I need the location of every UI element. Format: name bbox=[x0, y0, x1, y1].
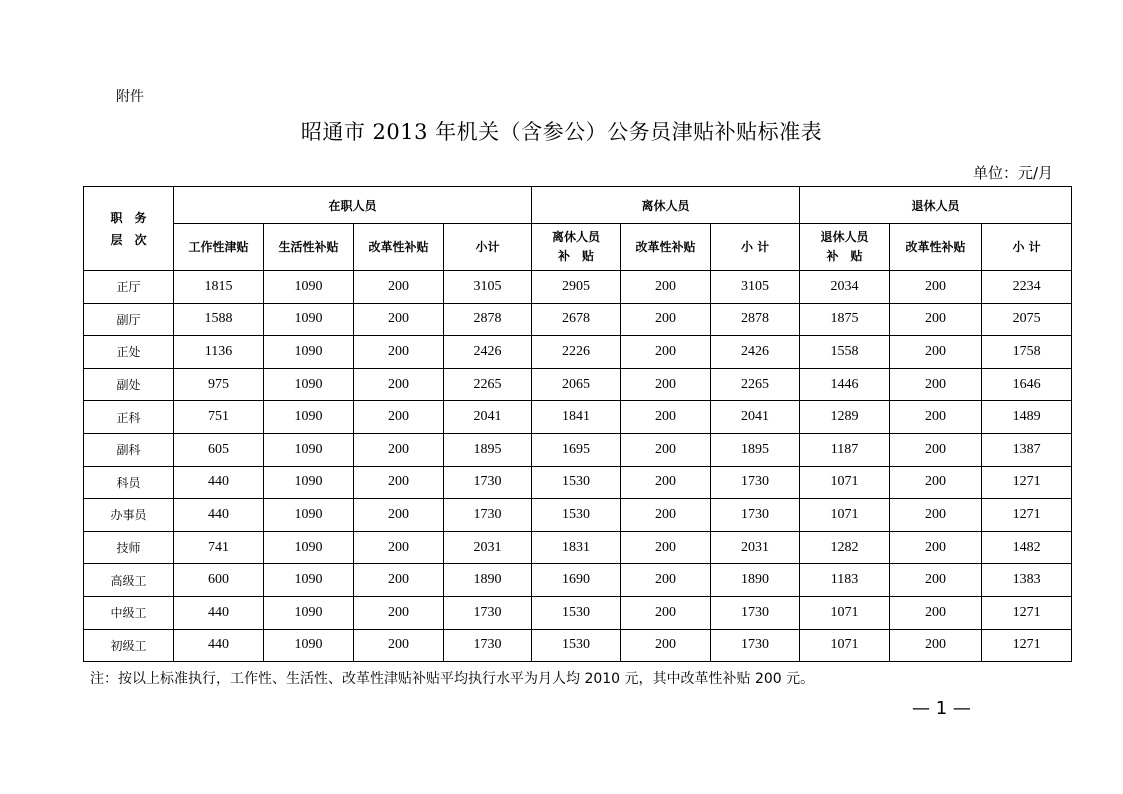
value-cell: 1690 bbox=[532, 564, 621, 597]
group-header-retired-cadres: 离休人员 bbox=[532, 187, 800, 224]
table-row bbox=[84, 596, 1072, 629]
column-header-line: 改革性补贴 bbox=[368, 239, 429, 254]
value-cell: 200 bbox=[354, 596, 444, 629]
value-cell: 741 bbox=[174, 531, 264, 564]
column-header-line: 生活性补贴 bbox=[278, 239, 339, 254]
value-cell: 200 bbox=[354, 499, 444, 532]
value-cell: 1090 bbox=[264, 368, 354, 401]
value-cell: 200 bbox=[621, 629, 711, 662]
value-cell: 751 bbox=[174, 401, 264, 434]
value-cell: 1530 bbox=[532, 596, 621, 629]
value-cell: 200 bbox=[890, 629, 982, 662]
rank-cell: 正处 bbox=[84, 336, 174, 369]
value-cell: 1271 bbox=[982, 499, 1072, 532]
table-row bbox=[84, 401, 1072, 434]
value-cell: 200 bbox=[621, 564, 711, 597]
value-cell: 200 bbox=[890, 433, 982, 466]
table-row bbox=[84, 629, 1072, 662]
value-cell: 1071 bbox=[800, 629, 890, 662]
rank-header bbox=[84, 187, 174, 271]
value-cell: 200 bbox=[621, 336, 711, 369]
value-cell: 1646 bbox=[982, 368, 1072, 401]
value-cell: 1730 bbox=[444, 499, 532, 532]
value-cell: 1090 bbox=[264, 303, 354, 336]
value-cell: 2265 bbox=[711, 368, 800, 401]
page-number: — 1 — bbox=[912, 698, 971, 719]
value-cell: 1187 bbox=[800, 433, 890, 466]
rank-cell: 正科 bbox=[84, 401, 174, 434]
value-cell: 1482 bbox=[982, 531, 1072, 564]
table-row bbox=[84, 368, 1072, 401]
table-row bbox=[84, 466, 1072, 499]
value-cell: 1090 bbox=[264, 531, 354, 564]
value-cell: 1730 bbox=[711, 596, 800, 629]
value-cell: 1271 bbox=[982, 596, 1072, 629]
value-cell: 1530 bbox=[532, 499, 621, 532]
value-cell: 1090 bbox=[264, 336, 354, 369]
value-cell: 1071 bbox=[800, 499, 890, 532]
unit-label: 单位：元/月 bbox=[973, 164, 1054, 182]
value-cell: 2075 bbox=[982, 303, 1072, 336]
value-cell: 200 bbox=[890, 401, 982, 434]
value-cell: 605 bbox=[174, 433, 264, 466]
column-header bbox=[890, 224, 982, 271]
value-cell: 200 bbox=[890, 271, 982, 304]
column-header bbox=[800, 224, 890, 271]
value-cell: 200 bbox=[621, 368, 711, 401]
column-header-line: 工作性津贴 bbox=[188, 239, 249, 254]
value-cell: 200 bbox=[354, 433, 444, 466]
value-cell: 1695 bbox=[532, 433, 621, 466]
column-header bbox=[174, 224, 264, 271]
value-cell: 1446 bbox=[800, 368, 890, 401]
rank-cell: 科员 bbox=[84, 466, 174, 499]
value-cell: 440 bbox=[174, 499, 264, 532]
value-cell: 2878 bbox=[711, 303, 800, 336]
column-header-line: 小 计 bbox=[740, 239, 770, 254]
value-cell: 200 bbox=[621, 499, 711, 532]
value-cell: 600 bbox=[174, 564, 264, 597]
value-cell: 1530 bbox=[532, 629, 621, 662]
value-cell: 1730 bbox=[711, 466, 800, 499]
rank-cell: 中级工 bbox=[84, 596, 174, 629]
value-cell: 200 bbox=[890, 303, 982, 336]
value-cell: 1730 bbox=[444, 596, 532, 629]
value-cell: 2878 bbox=[444, 303, 532, 336]
column-header-line: 改革性补贴 bbox=[635, 239, 696, 254]
rank-cell: 副科 bbox=[84, 433, 174, 466]
value-cell: 1071 bbox=[800, 466, 890, 499]
value-cell: 1758 bbox=[982, 336, 1072, 369]
column-header-line: 小 计 bbox=[1012, 239, 1041, 254]
group-header-in-service: 在职人员 bbox=[174, 187, 532, 224]
value-cell: 1730 bbox=[711, 629, 800, 662]
value-cell: 2226 bbox=[532, 336, 621, 369]
value-cell: 200 bbox=[890, 596, 982, 629]
column-header-line: 离休人员 bbox=[552, 230, 601, 244]
value-cell: 2034 bbox=[800, 271, 890, 304]
subheader-row bbox=[84, 224, 1072, 271]
value-cell: 200 bbox=[354, 271, 444, 304]
column-header-line: 补 贴 bbox=[558, 249, 595, 263]
group-header-retired: 退休人员 bbox=[800, 187, 1072, 224]
footnote: 注：按以上标准执行，工作性、生活性、改革性津贴补贴平均执行水平为月人均 2010 元，其中改革性补贴 200 元。 bbox=[90, 671, 815, 687]
value-cell: 200 bbox=[354, 466, 444, 499]
value-cell: 1890 bbox=[444, 564, 532, 597]
value-cell: 2041 bbox=[711, 401, 800, 434]
value-cell: 1387 bbox=[982, 433, 1072, 466]
value-cell: 200 bbox=[354, 401, 444, 434]
column-header bbox=[711, 224, 800, 271]
value-cell: 1489 bbox=[982, 401, 1072, 434]
value-cell: 1090 bbox=[264, 629, 354, 662]
value-cell: 1071 bbox=[800, 596, 890, 629]
value-cell: 200 bbox=[621, 271, 711, 304]
value-cell: 3105 bbox=[444, 271, 532, 304]
attachment-label: 附件 bbox=[116, 89, 144, 105]
value-cell: 1090 bbox=[264, 466, 354, 499]
column-header-line: 小计 bbox=[475, 239, 500, 254]
value-cell: 1890 bbox=[711, 564, 800, 597]
value-cell: 2031 bbox=[711, 531, 800, 564]
rank-cell: 高级工 bbox=[84, 564, 174, 597]
value-cell: 1895 bbox=[711, 433, 800, 466]
value-cell: 1895 bbox=[444, 433, 532, 466]
table-row bbox=[84, 433, 1072, 466]
column-header-line: 改革性补贴 bbox=[905, 239, 966, 254]
column-header bbox=[621, 224, 711, 271]
value-cell: 1090 bbox=[264, 564, 354, 597]
value-cell: 200 bbox=[621, 433, 711, 466]
value-cell: 2031 bbox=[444, 531, 532, 564]
value-cell: 1090 bbox=[264, 401, 354, 434]
table-row bbox=[84, 271, 1072, 304]
value-cell: 1289 bbox=[800, 401, 890, 434]
value-cell: 1558 bbox=[800, 336, 890, 369]
value-cell: 2041 bbox=[444, 401, 532, 434]
value-cell: 200 bbox=[890, 531, 982, 564]
value-cell: 1383 bbox=[982, 564, 1072, 597]
value-cell: 1730 bbox=[711, 499, 800, 532]
value-cell: 200 bbox=[621, 303, 711, 336]
column-header-line: 补 贴 bbox=[826, 249, 863, 263]
rank-cell: 副厅 bbox=[84, 303, 174, 336]
column-header bbox=[444, 224, 532, 271]
table-row bbox=[84, 564, 1072, 597]
value-cell: 200 bbox=[890, 466, 982, 499]
table-body bbox=[84, 271, 1072, 662]
value-cell: 975 bbox=[174, 368, 264, 401]
value-cell: 1588 bbox=[174, 303, 264, 336]
value-cell: 200 bbox=[890, 336, 982, 369]
value-cell: 440 bbox=[174, 596, 264, 629]
column-header bbox=[354, 224, 444, 271]
table-row bbox=[84, 303, 1072, 336]
value-cell: 2678 bbox=[532, 303, 621, 336]
value-cell: 200 bbox=[621, 596, 711, 629]
value-cell: 1136 bbox=[174, 336, 264, 369]
value-cell: 1841 bbox=[532, 401, 621, 434]
value-cell: 440 bbox=[174, 629, 264, 662]
value-cell: 1875 bbox=[800, 303, 890, 336]
rank-cell: 副处 bbox=[84, 368, 174, 401]
column-header bbox=[982, 224, 1072, 271]
value-cell: 1183 bbox=[800, 564, 890, 597]
value-cell: 200 bbox=[890, 499, 982, 532]
value-cell: 1730 bbox=[444, 466, 532, 499]
value-cell: 200 bbox=[890, 564, 982, 597]
value-cell: 2065 bbox=[532, 368, 621, 401]
value-cell: 1815 bbox=[174, 271, 264, 304]
value-cell: 3105 bbox=[711, 271, 800, 304]
value-cell: 1271 bbox=[982, 466, 1072, 499]
value-cell: 2426 bbox=[444, 336, 532, 369]
allowance-standards-table bbox=[83, 186, 1072, 662]
value-cell: 1090 bbox=[264, 433, 354, 466]
document-title: 昭通市 2013 年机关（含参公）公务员津贴补贴标准表 bbox=[300, 120, 823, 144]
value-cell: 2905 bbox=[532, 271, 621, 304]
value-cell: 200 bbox=[354, 564, 444, 597]
value-cell: 200 bbox=[621, 466, 711, 499]
table-row bbox=[84, 531, 1072, 564]
value-cell: 200 bbox=[354, 531, 444, 564]
value-cell: 200 bbox=[354, 368, 444, 401]
table-row bbox=[84, 336, 1072, 369]
value-cell: 200 bbox=[890, 368, 982, 401]
rank-cell: 办事员 bbox=[84, 499, 174, 532]
table-row bbox=[84, 499, 1072, 532]
value-cell: 1282 bbox=[800, 531, 890, 564]
value-cell: 200 bbox=[354, 336, 444, 369]
value-cell: 1831 bbox=[532, 531, 621, 564]
value-cell: 200 bbox=[354, 303, 444, 336]
rank-cell: 初级工 bbox=[84, 629, 174, 662]
rank-cell: 正厅 bbox=[84, 271, 174, 304]
value-cell: 2426 bbox=[711, 336, 800, 369]
value-cell: 2234 bbox=[982, 271, 1072, 304]
value-cell: 200 bbox=[621, 401, 711, 434]
column-header bbox=[264, 224, 354, 271]
value-cell: 1090 bbox=[264, 271, 354, 304]
value-cell: 1271 bbox=[982, 629, 1072, 662]
value-cell: 1090 bbox=[264, 596, 354, 629]
rank-cell: 技师 bbox=[84, 531, 174, 564]
value-cell: 1090 bbox=[264, 499, 354, 532]
value-cell: 200 bbox=[354, 629, 444, 662]
column-header bbox=[532, 224, 621, 271]
value-cell: 2265 bbox=[444, 368, 532, 401]
rank-header-line1: 职 务 bbox=[110, 210, 147, 225]
value-cell: 1730 bbox=[444, 629, 532, 662]
column-header-line: 退休人员 bbox=[820, 230, 869, 244]
value-cell: 200 bbox=[621, 531, 711, 564]
rank-header-line2: 层 次 bbox=[110, 232, 147, 247]
value-cell: 1530 bbox=[532, 466, 621, 499]
value-cell: 440 bbox=[174, 466, 264, 499]
